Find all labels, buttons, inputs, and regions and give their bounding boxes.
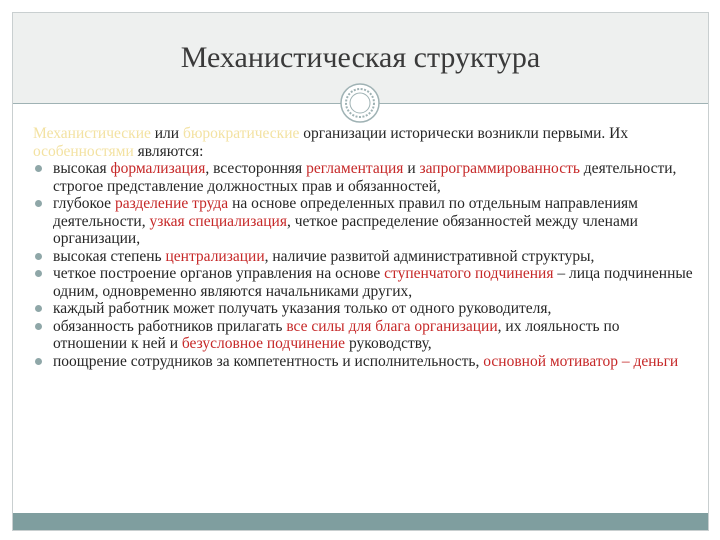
- term-bureaucratic: бюрократические: [182, 125, 300, 142]
- footer-band: [13, 513, 708, 530]
- term-features: особенностями: [33, 142, 134, 160]
- item-text: и: [403, 160, 420, 177]
- item-text: руководству,: [345, 335, 432, 352]
- intro-tail: являются:: [133, 142, 204, 160]
- item-text: , всесторонняя: [205, 160, 307, 177]
- list-item: [33, 353, 693, 371]
- item-text: поощрение сотрудников за компетентность и исполнительность,: [53, 352, 484, 370]
- item-text: , четкое распределение обязанностей между членами организации,: [53, 212, 638, 247]
- list-item: [33, 300, 693, 318]
- item-highlight: безусловное подчинение: [181, 335, 346, 352]
- circle-ornament-icon: [340, 83, 380, 123]
- intro-paragraph: [33, 125, 693, 160]
- item-highlight: формализация: [110, 160, 206, 177]
- item-highlight: узкая специализация: [149, 212, 287, 230]
- item-text: на основе определенных правил по отдельным направлениям деятельности,: [53, 195, 638, 230]
- item-highlight: все силы для блага организации: [286, 317, 498, 335]
- item-text: глубокое: [53, 195, 115, 212]
- item-highlight: основной мотиватор – деньги: [483, 352, 679, 370]
- item-text: , наличие развитой административной структуры,: [264, 247, 595, 265]
- intro-rest: организации исторически возникли первыми. Их: [299, 125, 629, 142]
- slide-title: Механистическая структура: [180, 41, 541, 74]
- item-highlight: регламентация: [306, 160, 404, 177]
- slide: [12, 12, 709, 531]
- item-text: , их лояльность по отношении к ней и: [53, 317, 620, 352]
- item-text: высокая: [53, 160, 111, 177]
- feature-list: [33, 160, 693, 370]
- list-item: [33, 195, 693, 248]
- bullet-dot-icon: [35, 200, 42, 207]
- item-text: деятельности, строгое представление должностных прав и обязанностей,: [53, 160, 677, 195]
- item-text: каждый работник может получать указания только от одного руководителя,: [53, 300, 552, 317]
- item-highlight: ступенчатого подчинения: [384, 265, 554, 282]
- slide-body: [33, 125, 693, 370]
- item-text: – лица подчиненные одним, одновременно являются начальниками других,: [53, 265, 693, 300]
- bullet-dot-icon: [35, 358, 42, 365]
- list-item: [33, 265, 693, 300]
- item-text: обязанность работников прилагать: [53, 317, 287, 335]
- item-highlight: централизации: [165, 247, 265, 265]
- item-text: высокая степень: [53, 247, 166, 265]
- item-highlight: разделение труда: [114, 195, 229, 212]
- item-highlight: запрограммированность: [419, 160, 580, 177]
- bullet-dot-icon: [35, 305, 42, 312]
- bullet-dot-icon: [35, 323, 42, 330]
- bullet-dot-icon: [35, 253, 42, 260]
- intro-or: или: [150, 125, 183, 142]
- term-mechanistic: Механистические: [33, 125, 151, 142]
- list-item: [33, 318, 693, 353]
- bullet-dot-icon: [35, 270, 42, 277]
- list-item: [33, 160, 693, 195]
- bullet-dot-icon: [35, 165, 42, 172]
- item-text: четкое построение органов управления на основе: [53, 265, 385, 282]
- list-item: [33, 248, 693, 266]
